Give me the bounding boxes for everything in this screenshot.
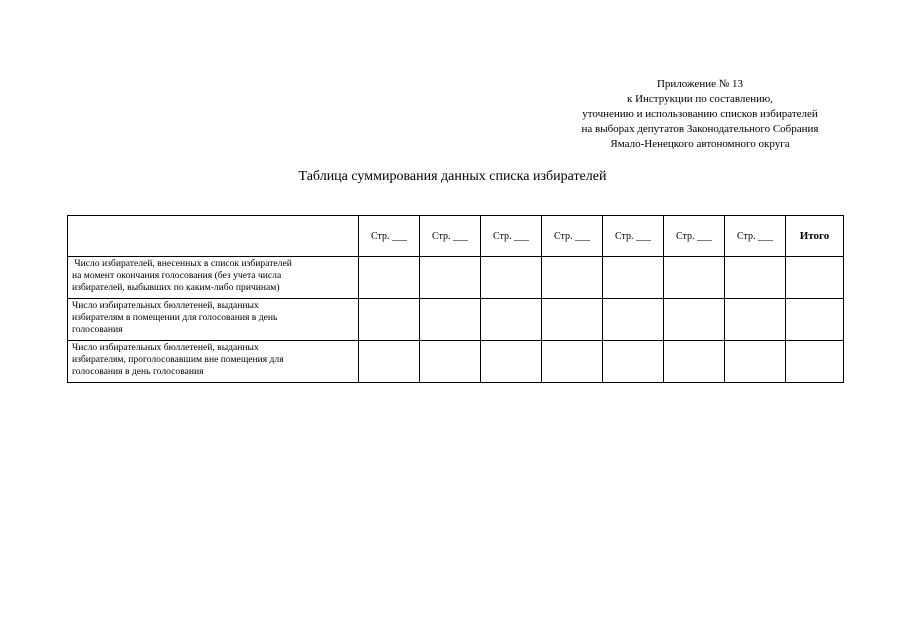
table-row: [68, 299, 844, 341]
table-header-row: [68, 216, 844, 257]
header-label-cell: [68, 216, 359, 257]
appendix-number: Приложение № 13: [656, 78, 744, 90]
appendix-line-elections: на выборах депутатов Законодательного Собрания: [581, 123, 819, 135]
appendix-reference: [540, 77, 860, 152]
row-label-line: избирателям в помещении для голосования в день: [72, 312, 278, 323]
table-cell[interactable]: [420, 341, 481, 383]
table-cell[interactable]: [542, 341, 603, 383]
table-row: [68, 341, 844, 383]
header-page-4: Стр. ___: [542, 216, 603, 257]
table-cell-total[interactable]: [786, 341, 844, 383]
row-label-line: Число избирателей, внесенных в список избирателей: [72, 258, 292, 269]
header-page-6: Стр. ___: [664, 216, 725, 257]
table-cell[interactable]: [359, 341, 420, 383]
table-cell[interactable]: [481, 341, 542, 383]
summary-table: [67, 215, 844, 383]
appendix-line-instruction: к Инструкции по составлению,: [626, 93, 774, 105]
row-label-line: Число избирательных бюллетеней, выданных: [72, 300, 259, 311]
table-cell[interactable]: [359, 299, 420, 341]
table-cell[interactable]: [481, 257, 542, 299]
table-title: Таблица суммирования данных списка избирателей: [298, 169, 607, 184]
table-cell[interactable]: [542, 257, 603, 299]
table-cell[interactable]: [603, 299, 664, 341]
table-cell-total[interactable]: [786, 299, 844, 341]
row-label-line: избирателей, выбывших по каким-либо причинам): [72, 282, 280, 293]
row-label-ballots-outside-premises: [68, 341, 359, 383]
table-cell[interactable]: [725, 341, 786, 383]
row-label-line: Число избирательных бюллетеней, выданных: [72, 342, 259, 353]
row-label-line: голосования в день голосования: [72, 366, 204, 377]
table-cell[interactable]: [420, 257, 481, 299]
table-cell[interactable]: [664, 299, 725, 341]
appendix-line-purpose: уточнению и использованию списков избирателей: [582, 108, 818, 120]
header-page-1: Стр. ___: [359, 216, 420, 257]
table-cell[interactable]: [664, 257, 725, 299]
table-cell[interactable]: [725, 257, 786, 299]
row-label-ballots-in-premises: [68, 299, 359, 341]
row-label-line: на момент окончания голосования (без учета числа: [72, 270, 282, 281]
row-label-line: голосования: [72, 324, 123, 335]
table-cell-total[interactable]: [786, 257, 844, 299]
appendix-line-region: Ямало-Ненецкого автономного округа: [610, 138, 790, 150]
table-cell[interactable]: [725, 299, 786, 341]
header-page-2: Стр. ___: [420, 216, 481, 257]
header-page-7: Стр. ___: [725, 216, 786, 257]
table-cell[interactable]: [481, 299, 542, 341]
header-page-3: Стр. ___: [481, 216, 542, 257]
table-cell[interactable]: [542, 299, 603, 341]
row-label-voters-listed: [68, 257, 359, 299]
header-total: Итого: [786, 216, 844, 257]
table-row: [68, 257, 844, 299]
table-cell[interactable]: [359, 257, 420, 299]
header-page-5: Стр. ___: [603, 216, 664, 257]
table-cell[interactable]: [603, 341, 664, 383]
table-cell[interactable]: [603, 257, 664, 299]
table-cell[interactable]: [420, 299, 481, 341]
row-label-line: избирателям, проголосовавшим вне помещения для: [72, 354, 284, 365]
table-cell[interactable]: [664, 341, 725, 383]
